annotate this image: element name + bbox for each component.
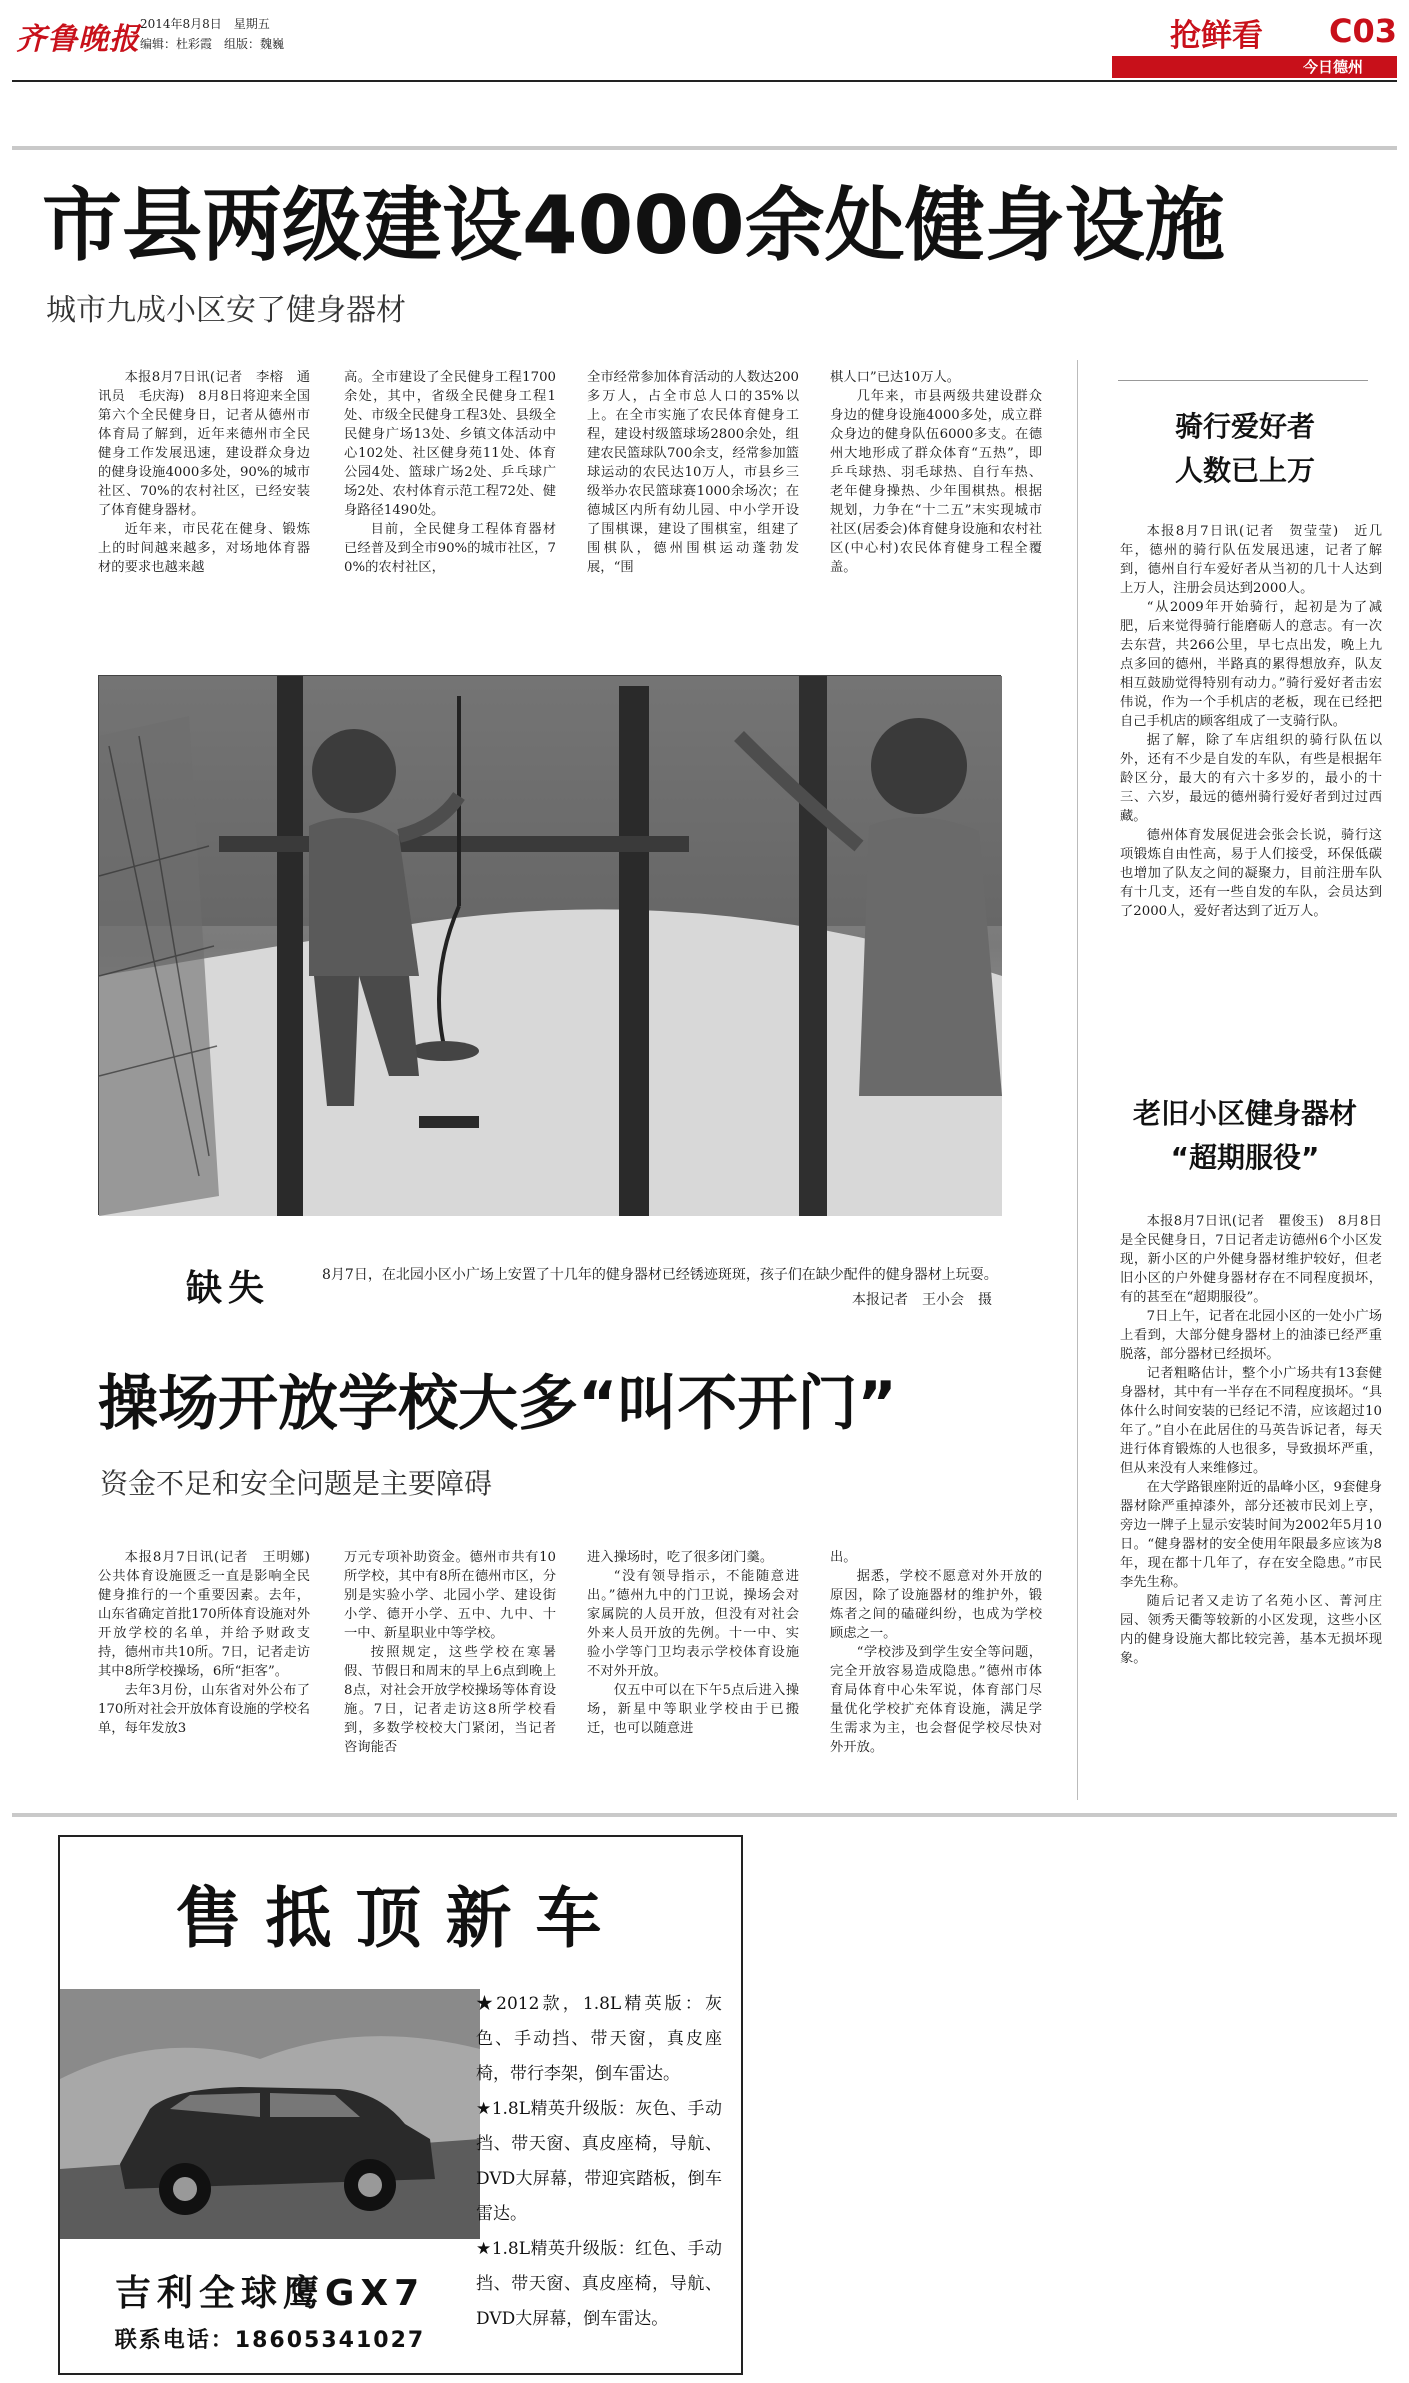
photo-credit: 本报记者 王小会 摄 <box>852 1292 992 1308</box>
story2-headline: 操场开放学校大多“叫不开门” <box>98 1369 897 1439</box>
story2-para: 据悉，学校不愿意对外开放的原因，除了设施器材的维护外，锻炼者之间的磕碰纠纷，也成为学校顾虑之一。 <box>830 1569 1042 1641</box>
story1-para: 全市经常参加体育活动的人数达200多万人，占全市总人口的35%以上。在全市实施了农民体育健身工程，建设村级篮球场2800余处，组建农民篮球队700余支，经常参加篮球运动的农民达10万人，市县乡三级举办农民篮球赛1000余场次；在德城区内所有幼儿园、中小学开设了围棋课，建设了围棋室，组建了围棋队，德州围棋运动蓬勃发展，“围 <box>587 370 799 575</box>
column-divider <box>1077 360 1078 1800</box>
sidebar1-para: 据了解，除了车店组织的骑行队伍以外，还有不少是自发的车队，有些是根据年龄区分，最大的有六十多岁的，最小的十三、六岁，最远的德州骑行爱好者到过过西藏。 <box>1120 733 1382 824</box>
sidebar1-headline-line: 人数已上万 <box>1174 454 1315 487</box>
story1-para: 目前，全民健身工程体育器材已经普及到全市90%的城市社区，70%的农村社区， <box>344 522 556 575</box>
story2-col-3 <box>587 1548 799 1798</box>
story2-para: “学校涉及到学生安全等问题，完全开放容易造成隐患。”德州市体育局体育中心朱军说，体育部门尽量优化学校扩充体育设施，满足学生需求为主，也会督促学校尽快对外开放。 <box>830 1645 1042 1755</box>
bottom-gray-rule <box>12 1813 1397 1817</box>
sidebar1-body <box>1120 522 1382 1042</box>
sidebar1-para: 本报8月7日讯(记者 贺莹莹) 近几年，德州的骑行队伍发展迅速，记者了解到，德州自行车爱好者从当初的几十人达到上万人，注册会员达到2000人。 <box>1120 524 1382 596</box>
sidebar2-body <box>1120 1212 1382 1812</box>
top-gray-rule <box>12 146 1397 150</box>
sidebar2-para: 记者粗略估计，整个小广场共有13套健身器材，其中有一半存在不同程度损坏。“具体什么时间安装的已经记不清，应该超过10年了。”自小在此居住的马英告诉记者，每天进行体育锻炼的人也很多，导致损坏严重，但从来没有人来维修过。 <box>1120 1366 1382 1476</box>
car-image <box>60 1989 480 2239</box>
section-subtitle: 今日德州 <box>1302 58 1363 76</box>
story2-para: 万元专项补助资金。德州市共有10所学校，其中有8所在德州市区，分别是实验小学、北园小学、建设街小学、德开小学、五中、九中、十一中、新星职业中等学校。 <box>344 1550 556 1641</box>
story1-para: 几年来，市县两级共建设群众身边的健身设施4000多处，成立群众身边的健身队伍6000多支。在德州大地形成了群众体育“五热”，即乒乓球热、羽毛球热、自行车热、老年健身操热、少年围棋热。根据规划，力争在“十二五”末实现城市社区(居委会)体育健身设施和农村社区(中心村)农民体育健身工程全覆盖。 <box>830 389 1042 575</box>
masthead-rule <box>12 80 1397 82</box>
sidebar2-para: 在大学路银座附近的晶峰小区，9套健身器材除严重掉漆外，部分还被市民刘上亨，旁边一牌子上显示安装时间为2002年5月10日。“健身器材的安全使用年限最多应该为8年，现在都十几年了，存在安全隐患。”市民李先生称。 <box>1120 1480 1382 1590</box>
story2-para: 按照规定，这些学校在寒暑假、节假日和周末的早上6点到晚上8点，对社会开放学校操场等体育设施。7日，记者走访这8所学校看到，多数学校校大门紧闭，当记者咨询能否 <box>344 1645 556 1755</box>
story1-para: 近年来，市民花在健身、锻炼上的时间越来越多，对场地体育器材的要求也越来越 <box>98 522 310 575</box>
car-features <box>476 1987 722 2337</box>
story1-col-2 <box>344 368 556 658</box>
story1-col-1 <box>98 368 310 658</box>
page-number: C03 <box>1328 12 1397 50</box>
story2-para: “没有领导指示，不能随意进出。”德州九中的门卫说，操场会对家属院的人员开放，但没有对社会外来人员开放的先例。十一中、实验小学等门卫均表示学校体育设施不对外开放。 <box>587 1569 799 1679</box>
feature-item: ★1.8L精英升级版：红色、手动挡、带天窗、真皮座椅，导航、DVD大屏幕，倒车雷达。 <box>476 2239 722 2329</box>
suv-illustration <box>60 1989 480 2239</box>
sidebar2-headline-line: 老旧小区健身器材 <box>1132 1097 1357 1130</box>
editor-credits: 编辑：杜彩霞 组版：魏巍 <box>140 37 285 51</box>
story1-col-3 <box>587 368 799 658</box>
photo-title: 缺失 <box>186 1268 271 1309</box>
children-on-fitness-equipment-image <box>99 676 1002 1216</box>
story2-para: 本报8月7日讯(记者 王明娜) 公共体育设施匮乏一直是影响全民健身推行的一个重要因素。去年，山东省确定首批170所体育设施对外开放学校的名单，并给予财政支持，德州市共10所。7日，记者走访其中8所学校操场，6所“拒客”。 <box>98 1550 324 1679</box>
playground-photo <box>98 675 1001 1215</box>
sidebar1-para: 德州体育发展促进会张会长说，骑行这项锻炼自由性高，易于人们接受，环保低碳也增加了队友之间的凝聚力，目前注册车队有十几支，还有一些自发的车队，会员达到了2000人，爱好者达到了近万人。 <box>1120 828 1382 919</box>
story2-col-2 <box>344 1548 556 1798</box>
sidebar2-headline <box>1100 1092 1390 1180</box>
sidebar2-para: 本报8月7日讯(记者 瞿俊玉) 8月8日是全民健身日，7日记者走访德州6个小区发现，新小区的户外健身器材维护较好，但老旧小区的户外健身器材存在不同程度损坏，有的甚至在“超期服役”。 <box>1120 1214 1382 1305</box>
story1-para: 高。全市建设了全民健身工程1700余处，其中，省级全民健身工程1处、市级全民健身工程3处、县级全民健身广场13处、乡镇文体活动中心102处、社区健身苑11处、体育公园4处、篮球广场2处、乒乓球广场2处、农村体育示范工程72处、健身路径1490处。 <box>344 370 556 518</box>
photo-caption <box>322 1263 1012 1313</box>
story2-deck: 资金不足和安全问题是主要障碍 <box>100 1467 493 1500</box>
sidebar1-headline-line: 骑行爱好者 <box>1174 410 1315 443</box>
story2-para: 出。 <box>830 1550 857 1565</box>
sidebar1-para: “从2009年开始骑行，起初是为了减肥，后来觉得骑行能磨砺人的意志。有一次去东营，共266公里，早七点出发，晚上九点多回的德州，半路真的累得想放弃，队友相互鼓励觉得特别有动力。”骑行爱好者击宏伟说，作为一个手机店的老板，现在已经把自己手机店的顾客组成了一支骑行队。 <box>1120 600 1382 729</box>
story2-para: 仅五中可以在下午5点后进入操场，新星中等职业学校由于已搬迁，也可以随意进 <box>587 1683 799 1736</box>
sidebar2-para: 7日上午，记者在北园小区的一处小广场上看到，大部分健身器材上的油漆已经严重脱落，部分器材已经损坏。 <box>1120 1309 1382 1362</box>
car-advertisement <box>58 1835 743 2375</box>
feature-item: ★1.8L精英升级版：灰色、手动挡、带天窗、真皮座椅，导航、DVD大屏幕，带迎宾踏板，倒车雷达。 <box>476 2099 722 2224</box>
story2-para: 进入操场时，吃了很多闭门羹。 <box>587 1550 774 1565</box>
issue-info <box>140 14 284 54</box>
ad-title: 售抵顶新车 <box>175 1880 626 1957</box>
sidebar2-para: 随后记者又走访了名苑小区、菁河庄园、领秀天衢等较新的小区发现，这些小区内的健身设施大都比较完善，基本无损坏现象。 <box>1120 1594 1382 1666</box>
story1-para: 本报8月7日讯(记者 李榕 通讯员 毛庆海) 8月8日将迎来全国第六个全民健身日，记者从德州市体育局了解到，近年来德州市全民健身工作发展迅速，建设群众身边的健身设施4000多处，90%的城市社区、70%的农村社区，已经安装了体育健身器材。 <box>98 370 310 518</box>
feature-item: ★2012款，1.8L精英版：灰色、手动挡、带天窗，真皮座椅，带行李架，倒车雷达。 <box>476 1994 722 2084</box>
newspaper-logo: 齐鲁晚报 <box>16 22 140 57</box>
story1-para: 棋人口”已达10万人。 <box>830 370 961 385</box>
section-label: 抢鲜看 <box>1170 18 1263 54</box>
story1-col-4 <box>830 368 1042 658</box>
story1-headline: 市县两级建设4000余处健身设施 <box>42 179 1225 272</box>
car-model-name: 吉利全球鹰GX7 <box>114 2273 426 2314</box>
sidebar1-headline <box>1100 405 1390 493</box>
contact-phone: 联系电话：18605341027 <box>114 2328 426 2353</box>
sidebar-rule <box>1118 380 1368 381</box>
photo-caption-text: 8月7日，在北园小区小广场上安置了十几年的健身器材已经锈迹斑斑，孩子们在缺少配件的健身器材上玩耍。 <box>322 1267 998 1283</box>
story2-col-4 <box>830 1548 1042 1798</box>
sidebar2-headline-line: “超期服役” <box>1170 1141 1320 1174</box>
story2-col-1 <box>98 1548 324 1798</box>
story1-deck: 城市九成小区安了健身器材 <box>46 293 406 328</box>
issue-date: 2014年8月8日 星期五 <box>140 17 270 31</box>
story2-para: 去年3月份，山东省对外公布了170所对社会开放体育设施的学校名单，每年发放3 <box>98 1683 310 1736</box>
